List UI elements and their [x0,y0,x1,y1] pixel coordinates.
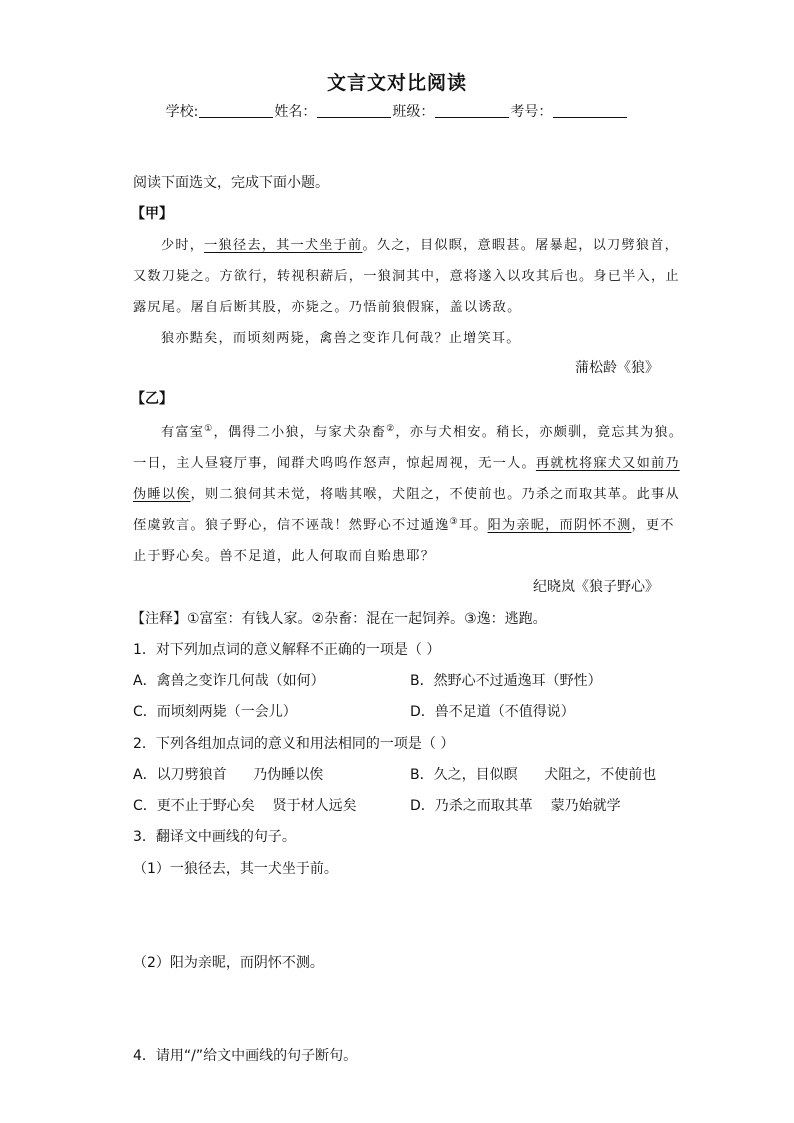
yi-line-1 [161,421,683,440]
class-label: 班级： [392,104,435,120]
question-2: 2．下列各组加点词的意义和用法相同的一项是（ ） [133,736,455,752]
school-label: 学校: [165,104,199,120]
q2-option-a[interactable]: A．以刀劈狼首 乃伪睡以俟 [133,767,324,783]
page-title: 文言文对比阅读 [326,72,467,94]
exam-no-label: 考号： [510,104,553,120]
jia-text: 。久之，目似瞑，意暇甚。屠暴起，以刀劈狼首， [362,238,679,253]
q1-option-b[interactable]: B．然野心不过遁逸耳（野性） [410,673,602,689]
question-1: 1．对下列加点词的意义解释不正确的一项是（ ） [133,642,441,658]
jia-line-4: 狼亦黠矣，而顷刻两毙，禽兽之变诈几何哉？止增笑耳。 [161,331,521,346]
q2-option-c[interactable]: C．更不止于野心矣 贤于材人远矣 [133,798,357,814]
yi-text: 有富室 [161,425,205,440]
yi-line-3 [133,483,680,502]
note-marker-3: ③ [449,517,459,527]
q1-option-d[interactable]: D．兽不足道（不值得说） [410,704,575,720]
jia-underlined-sentence: 一狼径去，其一犬坐于前 [204,238,363,253]
q1-option-c[interactable]: C．而顷刻两毙（一会儿） [133,704,297,720]
school-blank[interactable] [199,103,273,118]
q2-option-b[interactable]: B．久之，目似瞑 犬阻之，不使前也 [410,767,657,783]
class-blank[interactable] [435,103,509,118]
yi-text: ，亦与犬相安。稍长，亦颇驯，竟忘其为狼。 [395,425,684,440]
note-marker-1: ① [204,424,214,434]
annotations: 【注释】①富室：有钱人家。②杂畜：混在一起饲养。③逸：逃跑。 [131,611,547,627]
jia-line-1 [161,234,679,253]
question-3: 3．翻译文中画线的句子。 [133,829,296,845]
name-blank[interactable] [317,103,391,118]
section-jia-label: 【甲】 [131,206,173,222]
section-yi-label: 【乙】 [131,391,173,407]
yi-underlined-sentence: 阳为亲昵，而阴怀不测 [487,518,632,533]
jia-line-3: 露尻尾。屠自后断其股，亦毙之。乃悟前狼假寐，盖以诱敌。 [133,300,522,315]
question-4: 4．请用“/”给文中画线的句子断句。 [133,1048,358,1064]
yi-underlined-sentence: 伪睡以俟 [133,487,191,502]
yi-line-5: 止于野心矣。兽不足道，此人何取而自贻患耶？ [133,549,436,564]
jia-line-2: 又数刀毙之。方欲行，转视积薪后，一狼洞其中，意将遂入以攻其后也。身已半入，止 [133,269,680,284]
q2-option-d[interactable]: D．乃杀之而取其革 蒙乃始就学 [410,798,621,814]
yi-underlined-sentence: 再就枕将寐犬又如前乃 [535,456,680,471]
q1-option-a[interactable]: A．禽兽之变诈几何哉（如何） [133,673,325,689]
yi-text: 耳。 [458,518,488,533]
yi-text: ，偶得二小狼，与家犬杂畜 [213,425,387,440]
intro-instruction: 阅读下面选文，完成下面小题。 [133,175,329,191]
yi-line-4 [133,514,675,533]
yi-text: 一日，主人昼寝厅事，闻群犬呜呜作怒声，惊起周视，无一人。 [133,456,536,471]
yi-line-2 [133,452,680,471]
jia-text: 少时， [161,238,205,253]
student-info-line [0,101,794,121]
yi-text: ，更不 [631,518,675,533]
question-3-part-2: （2）阳为亲昵，而阴怀不测。 [133,955,324,971]
yi-text: ，则二狼伺其未觉，将啮其喉，犬阻之，不使前也。乃杀之而取其革。此事从 [190,487,680,502]
question-3-part-1: （1）一狼径去，其一犬坐于前。 [133,861,338,877]
note-marker-2: ② [386,424,396,434]
name-label: 姓名： [274,104,317,120]
yi-source: 纪晓岚《狼子野心》 [533,579,659,595]
exam-no-blank[interactable] [553,103,627,118]
yi-text: 侄虞敦言。狼子野心，信不诬哉！然野心不过遁逸 [133,518,450,533]
jia-source: 蒲松龄《狼》 [575,360,659,376]
